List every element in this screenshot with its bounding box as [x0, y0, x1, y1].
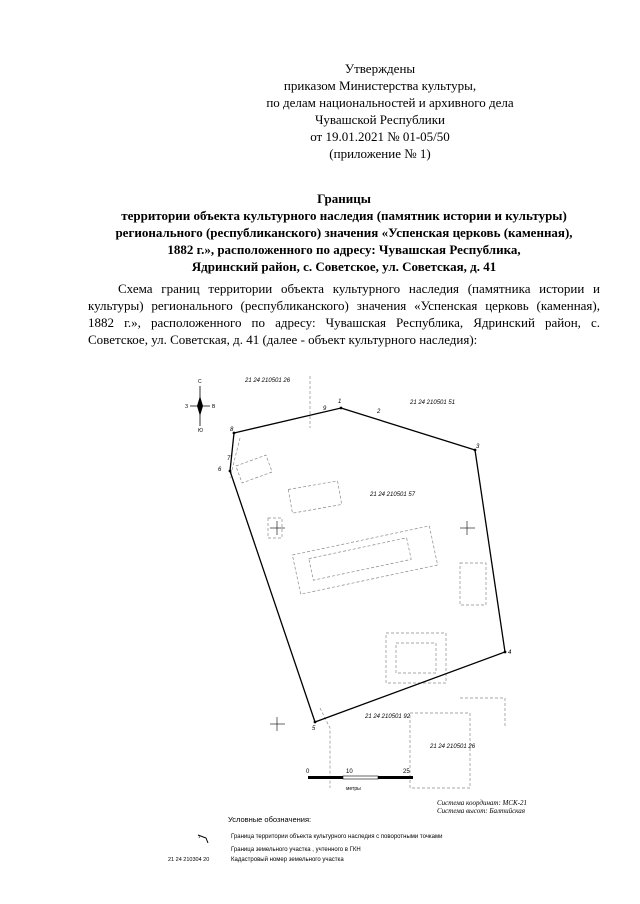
compass-arrow-icon: [197, 396, 203, 416]
legend-text: Граница территории объекта культурного наследия с поворотными точками: [231, 834, 443, 840]
point-label: 1: [338, 399, 342, 405]
point-label: 3: [476, 444, 480, 450]
scale-bar: [306, 769, 413, 792]
scale-unit: метры: [346, 786, 361, 792]
heights-system: Система высот: Балтийская: [437, 807, 526, 815]
point-label: 4: [508, 650, 512, 656]
legend-text: Граница земельного участка , учтенного в ГКН: [231, 847, 361, 853]
legend-row: [168, 846, 548, 856]
parcel-outlines: [230, 376, 505, 788]
boundary-scheme: [160, 368, 550, 818]
building-outline: [460, 563, 486, 605]
approval-date: от 19.01.2021 № 01-05/50: [310, 129, 450, 144]
building-outline: [288, 481, 341, 513]
approval-line: приказом Министерства культуры,: [283, 78, 477, 93]
point-label: 2: [377, 409, 381, 415]
scale-tick: 0: [306, 769, 310, 775]
compass-south: Ю: [198, 428, 204, 434]
cadastral-number: 21 24 210501 57: [370, 492, 416, 498]
turning-point: [314, 721, 317, 724]
boundary-line-icon: [168, 833, 226, 843]
parcel-boundary: [230, 376, 310, 478]
building-outline: [292, 526, 437, 594]
parcel-line-icon: [168, 846, 226, 856]
legend-row: [168, 833, 548, 843]
approval-line: по делам национальностей и архивного дела: [266, 95, 514, 110]
point-label: 7: [227, 456, 231, 462]
approval-line: Чувашской Республики: [314, 112, 446, 127]
point-label: 5: [312, 726, 316, 732]
coords-system: Система координат: МСК-21: [437, 799, 528, 807]
legend-title: Условные обозначения:: [228, 815, 312, 824]
turning-point: [229, 470, 232, 473]
scale-tick: 25: [403, 769, 410, 775]
coordinate-system-note: [437, 799, 527, 815]
scale-segment: [343, 776, 378, 779]
boundary-points: [229, 407, 507, 724]
compass-east: В: [212, 404, 216, 410]
cadastral-number: 21 24 210501 51: [410, 400, 456, 406]
cadastral-sample: 21 24 210304 20: [168, 857, 210, 863]
turning-point: [340, 407, 343, 410]
building-outline: [396, 643, 436, 673]
compass-west: З: [185, 404, 189, 410]
document-title: [84, 190, 604, 275]
building-outline: [236, 455, 272, 483]
cadastral-number: 21 24 210501 26: [430, 744, 476, 750]
compass-north: С: [198, 379, 202, 385]
cadastral-number: 21 24 210501 26: [245, 378, 291, 384]
title-line: регионального (республиканского) значения «Успенская церковь (каменная),: [115, 225, 573, 240]
svg-text:1: 1: [198, 834, 201, 839]
grid-marks: [270, 521, 475, 731]
title-line: Ядринский район, с. Советское, ул. Советская, д. 41: [191, 259, 497, 274]
scale-segment: [308, 776, 343, 779]
legend-text: Кадастровый номер земельного участка: [231, 857, 344, 863]
approval-line: Утверждены: [344, 61, 416, 76]
title-line: 1882 г.», расположенного по адресу: Чувашская Республика,: [167, 242, 521, 257]
point-label: 9: [323, 406, 327, 412]
point-label: 6: [218, 467, 222, 473]
building-outline: [386, 633, 446, 683]
scale-segment: [378, 776, 413, 779]
turning-point: [504, 651, 507, 654]
cadastral-number: 21 24 210501 92: [365, 714, 411, 720]
intro-paragraph: Схема границ территории объекта культурного наследия (памятника истории и культуры) регионального (республиканского) значения «Успенская церковь (каменная), 1882 г.», расположенного по адресу: Чувашская Республика, Ядринский район, с. Советское, ул. Советская, д. 41 (далее - объект культурного наследия):: [88, 281, 600, 347]
scale-tick: 10: [346, 769, 353, 775]
title-line: территории объекта культурного наследия (памятник истории и культуры): [121, 208, 567, 223]
legend-row: [168, 856, 548, 866]
title-heading: Границы: [317, 191, 371, 206]
approval-annex: (приложение № 1): [329, 146, 431, 161]
point-label: 8: [230, 427, 234, 433]
heritage-boundary: [230, 408, 505, 722]
compass: [185, 379, 216, 434]
approval-block: [260, 60, 514, 162]
cadastral-labels: [244, 378, 476, 750]
